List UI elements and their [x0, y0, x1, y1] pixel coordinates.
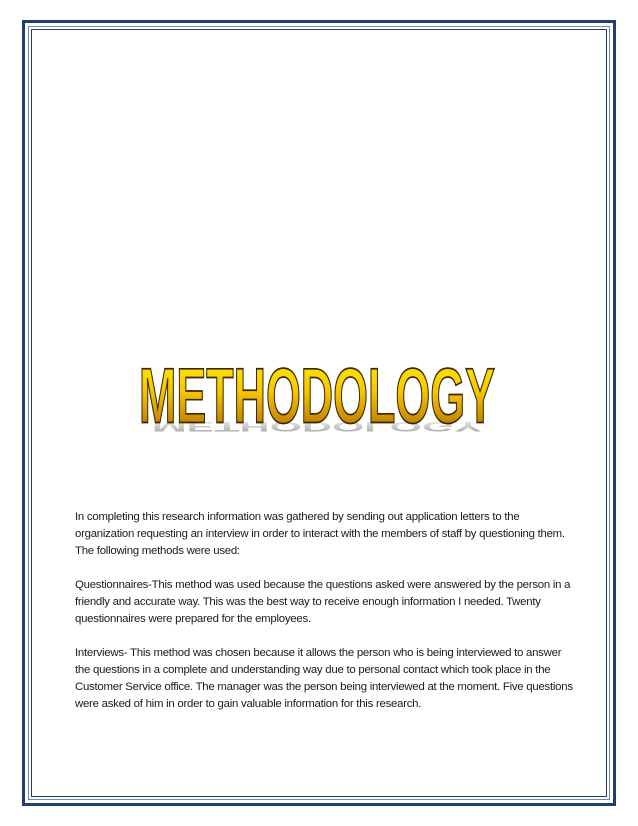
- text-line: Customer Service office. The manager was the person being interviewed at the moment. Five questions: [75, 681, 573, 693]
- text-line: Interviews- This method was chosen because it allows the person who is being interviewed to answer: [75, 647, 562, 659]
- text-line: friendly and accurate way. This was the best way to receive enough information I needed. Twenty: [75, 596, 541, 608]
- text-line: Questionnaires-This method was used because the questions asked were answered by the person in a: [75, 579, 571, 591]
- paragraph-questionnaires: [75, 577, 575, 628]
- text-line: The following methods were used:: [75, 545, 240, 557]
- text-line: organization requesting an interview in order to interact with the members of staff by questioning them.: [75, 528, 565, 540]
- paragraph-interviews: [75, 645, 575, 713]
- body-text: [75, 509, 575, 730]
- paragraph-intro: [75, 509, 575, 560]
- wordart-shadow-text: METHODOLOGY: [151, 418, 483, 435]
- text-line: were asked of him in order to gain valuable information for this research.: [75, 698, 422, 710]
- text-line: the questions in a complete and understanding way due to personal contact which took place in the: [75, 664, 551, 676]
- wordart-main: [139, 352, 495, 439]
- methodology-wordart-title: [122, 338, 512, 442]
- wordart-title-text: METHODOLOGY: [138, 352, 495, 440]
- text-line: In completing this research information was gathered by sending out application letters to the: [75, 511, 520, 523]
- text-line: questionnaires were prepared for the employees.: [75, 613, 311, 625]
